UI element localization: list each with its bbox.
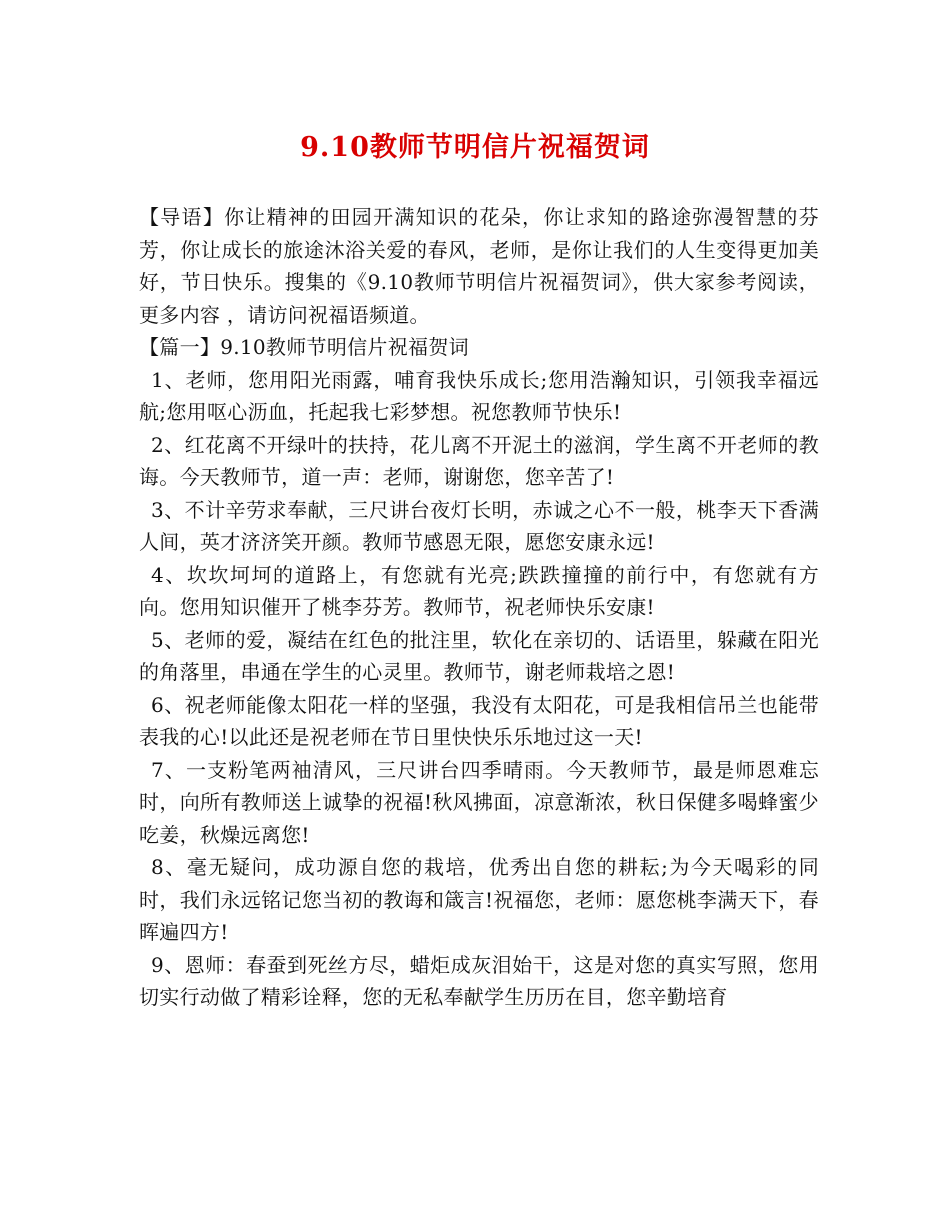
section-heading: 【篇一】9.10教师节明信片祝福贺词 bbox=[139, 335, 469, 359]
list-item: 9、恩师：春蚕到死丝方尽，蜡炬成灰泪始干，这是对您的真实写照，您用切实行动做了精彩诠释，您的无私奉献学生历历在目，您辛勤培育 bbox=[139, 952, 819, 1009]
list-item: 5、老师的爱，凝结在红色的批注里，软化在亲切的、话语里，躲藏在阳光的角落里，串通在学生的心灵里。教师节，谢老师栽培之恩! bbox=[139, 627, 819, 684]
document-title: 9.10教师节明信片祝福贺词 bbox=[300, 132, 650, 163]
list-item: 2、红花离不开绿叶的扶持，花儿离不开泥土的滋润，学生离不开老师的教诲。今天教师节，道一声：老师，谢谢您，您辛苦了! bbox=[139, 432, 819, 489]
list-item: 3、不计辛劳求奉献，三尺讲台夜灯长明，赤诚之心不一般，桃李天下香满人间，英才济济笑开颜。教师节感恩无限，愿您安康永远! bbox=[139, 497, 819, 554]
list-item: 8、毫无疑问，成功源自您的栽培，优秀出自您的耕耘;为今天喝彩的同时，我们永远铭记您当初的教诲和箴言!祝福您，老师：愿您桃李满天下，春晖遍四方! bbox=[139, 855, 819, 944]
list-item: 7、一支粉笔两袖清风，三尺讲台四季晴雨。今天教师节，最是师恩难忘时，向所有教师送上诚挚的祝福!秋风拂面，凉意渐浓，秋日保健多喝蜂蜜少吃姜，秋燥远离您! bbox=[139, 757, 819, 847]
intro-paragraph: 【导语】你让精神的田园开满知识的花朵，你让求知的路途弥漫智慧的芬芳，你让成长的旅途沐浴关爱的春风，老师，是你让我们的人生变得更加美好，节日快乐。搜集的《9.10教师节明信片祝福贺词》，供大家参考阅读，更多内容 ，请访问祝福语频道。 bbox=[139, 205, 819, 327]
document-body bbox=[139, 201, 819, 1014]
list-item: 1、老师，您用阳光雨露，哺育我快乐成长;您用浩瀚知识，引领我幸福远航;您用呕心沥血，托起我七彩梦想。祝您教师节快乐! bbox=[139, 367, 819, 424]
list-item: 6、祝老师能像太阳花一样的坚强，我没有太阳花，可是我相信吊兰也能带表我的心!以此还是祝老师在节日里快快乐乐地过这一天! bbox=[139, 692, 819, 749]
list-item: 4、坎坎坷坷的道路上，有您就有光亮;跌跌撞撞的前行中，有您就有方向。您用知识催开了桃李芬芳。教师节，祝老师快乐安康! bbox=[139, 562, 819, 619]
